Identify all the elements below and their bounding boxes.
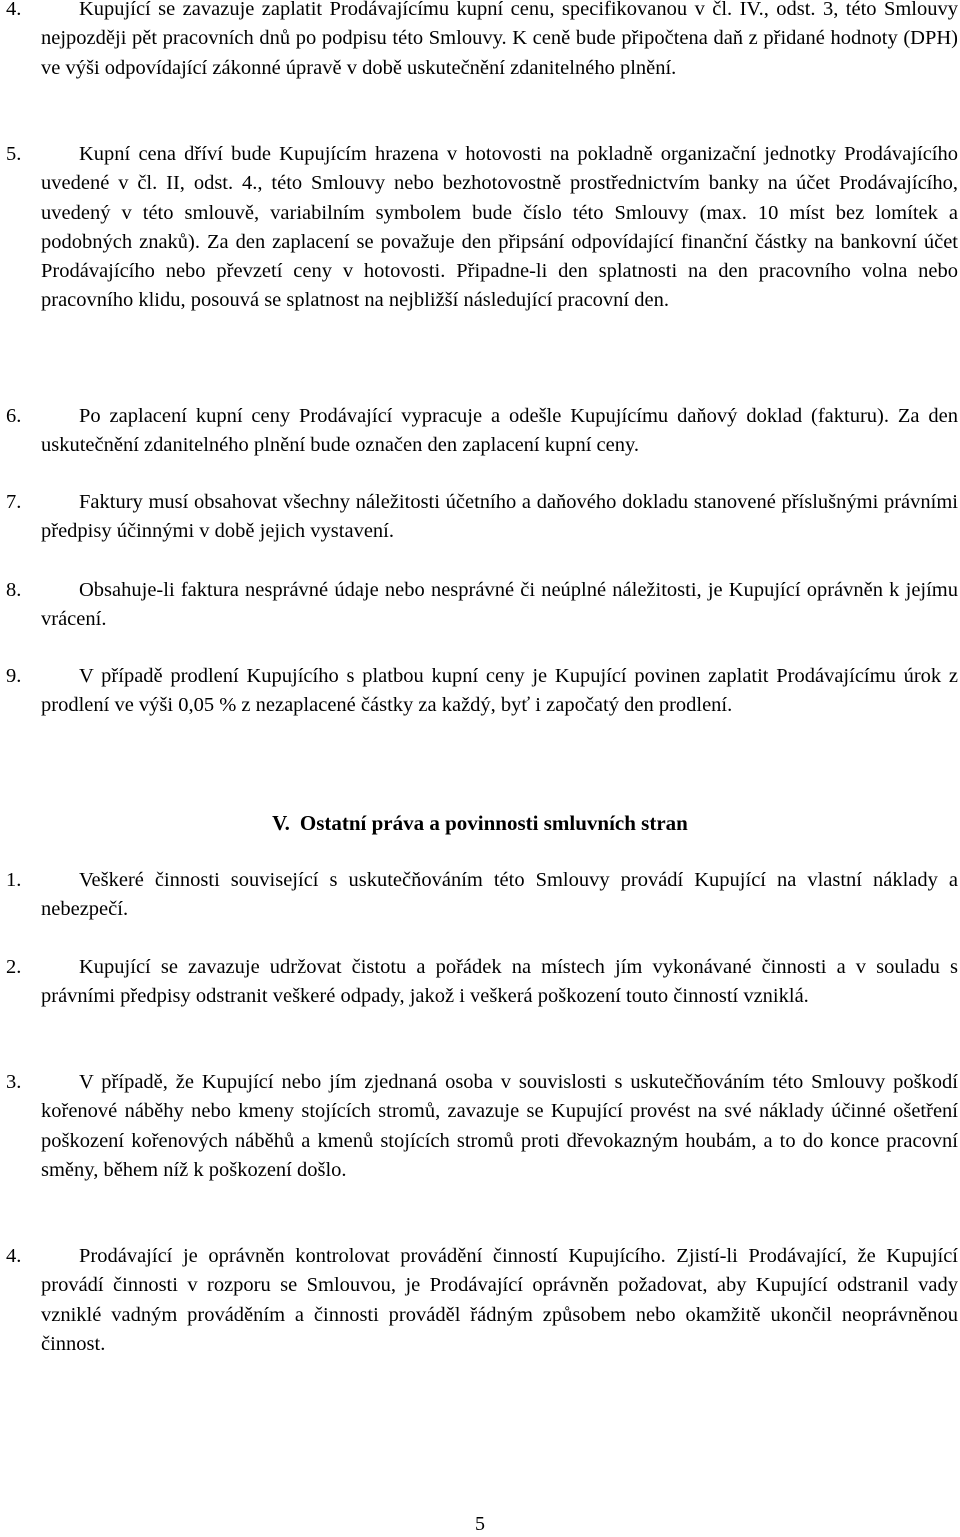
paragraph-number: 9. (6, 665, 22, 687)
paragraph-text: V případě, že Kupující nebo jím zjednaná osoba v souvislosti s uskutečňováním této Smlouvy poškodí kořenové náběhy nebo kmeny stojících stromů, zavazuje se Kupující provést na své náklady účinné ošetření poškození kořenových náběhů a kmenů stojících stromů proti dřevokazným houbám, a to do konce pracovní směny, během níž k poškození došlo. (41, 1071, 958, 1181)
section-v-paragraph-2 (0, 953, 958, 1012)
page-number: 5 (475, 1513, 485, 1535)
paragraph-7 (0, 488, 958, 547)
paragraph-text: Veškeré činnosti související s uskutečňováním této Smlouvy provádí Kupující na vlastní náklady a nebezpečí. (41, 869, 958, 921)
paragraph-number: 6. (6, 405, 22, 427)
paragraph-text: V případě prodlení Kupujícího s platbou kupní ceny je Kupující povinen zaplatit Prodávajícímu úrok z prodlení ve výši 0,05 % z nezaplacené částky za každý, byť i započatý den prodlení. (41, 665, 958, 717)
paragraph-9 (0, 662, 958, 721)
paragraph-text: Kupní cena dříví bude Kupujícím hrazena v hotovosti na pokladně organizační jednotky Prodávajícího uvedené v čl. II, odst. 4., této Smlouvy nebo bezhotovostně prostřednictvím banky na účet Prodávajícího, uvedený v této smlouvě, variabilním symbolem bude číslo této Smlouvy (max. 10 míst bez lomítek a podobných znaků). Za den zaplacení se považuje den připsání odpovídající finanční částky na bankovní účet Prodávajícího nebo převzetí ceny v hotovosti. Připadne-li den splatnosti na den pracovního volna nebo pracovního klidu, posouvá se splatnost na nejbližší následující pracovní den. (41, 143, 958, 312)
section-v-paragraph-1 (0, 866, 958, 925)
paragraph-number: 8. (6, 579, 22, 601)
paragraph-text: Prodávající je oprávněn kontrolovat provádění činností Kupujícího. Zjistí-li Prodávající, že Kupující provádí činnosti v rozporu se Smlouvou, je Prodávající oprávněn požadovat, aby Kupující odstranil vady vzniklé vadným prováděním a činnosti prováděl řádným způsobem nebo okamžitě ukončil neoprávněnou činnost. (41, 1245, 958, 1355)
paragraph-number: 7. (6, 491, 22, 513)
paragraph-8 (0, 576, 958, 635)
paragraph-text: Faktury musí obsahovat všechny náležitosti účetního a daňového dokladu stanovené příslušnými právními předpisy účinnými v době jejich vystavení. (41, 491, 958, 543)
paragraph-text: Po zaplacení kupní ceny Prodávající vypracuje a odešle Kupujícímu daňový doklad (fakturu). Za den uskutečnění zdanitelného plnění bude označen den zaplacení kupní ceny. (41, 405, 958, 457)
paragraph-number: 4. (6, 1245, 22, 1267)
paragraph-text: Obsahuje-li faktura nesprávné údaje nebo nesprávné či neúplné náležitosti, je Kupující oprávněn k jejímu vrácení. (41, 579, 958, 631)
section-heading (0, 808, 960, 838)
paragraph-number: 2. (6, 956, 22, 978)
section-title: Ostatní práva a povinnosti smluvních stran (299, 811, 688, 835)
section-v-paragraph-4 (0, 1242, 958, 1359)
paragraph-number: 4. (6, 0, 22, 20)
section-v-paragraph-3 (0, 1068, 958, 1185)
section-number: V. (272, 811, 290, 835)
paragraph-number: 3. (6, 1071, 22, 1093)
paragraph-5 (0, 140, 958, 316)
paragraph-6 (0, 402, 958, 461)
paragraph-text: Kupující se zavazuje udržovat čistotu a pořádek na místech jím vykonávané činnosti a v souladu s právními předpisy odstranit veškeré odpady, jakož i veškerá poškození touto činností vzniklá. (41, 956, 958, 1008)
paragraph-text: Kupující se zavazuje zaplatit Prodávajícímu kupní cenu, specifikovanou v čl. IV., odst. 3, této Smlouvy nejpozději pět pracovních dnů po podpisu této Smlouvy. K ceně bude připočtena daň z přidané hodnoty (DPH) ve výši odpovídající zákonné úpravě v době uskutečnění zdanitelného plnění. (41, 0, 958, 79)
paragraph-4 (0, 0, 958, 83)
paragraph-number: 5. (6, 143, 22, 165)
paragraph-number: 1. (6, 869, 22, 891)
